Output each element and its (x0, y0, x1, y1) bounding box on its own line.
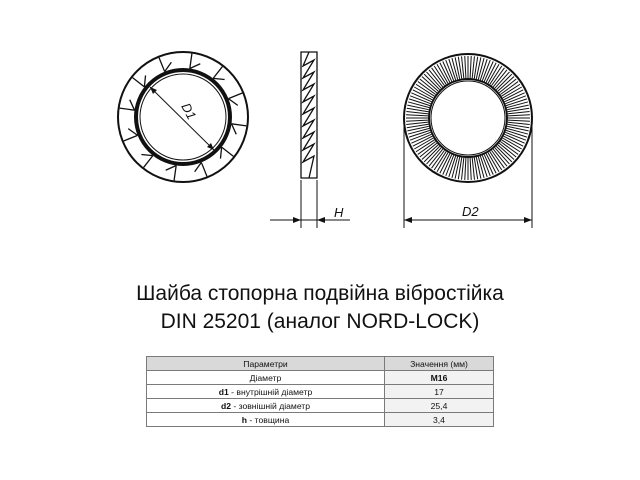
parameters-table (146, 356, 494, 427)
washer-teeth (120, 54, 247, 181)
table-row (147, 399, 494, 413)
param-cell (147, 371, 385, 385)
table-row (147, 385, 494, 399)
table-header-row (147, 357, 494, 371)
header-values: Значення (мм) (385, 357, 494, 371)
product-title-line2: DIN 25201 (аналог NORD-LOCK) (160, 310, 480, 333)
param-cell (147, 413, 385, 427)
value-cell: 25,4 (385, 399, 494, 413)
top-view (404, 54, 532, 228)
param-cell (147, 399, 385, 413)
serrations (406, 56, 530, 180)
front-view (118, 52, 248, 182)
value-cell: 17 (385, 385, 494, 399)
param-key: h (241, 414, 248, 425)
param-cell (147, 385, 385, 399)
side-view (270, 52, 350, 228)
value-cell: M16 (385, 371, 494, 385)
value-cell: 3,4 (385, 413, 494, 427)
product-title-line1: Шайба стопорна подвійна вібростійка (136, 282, 504, 305)
header-parameters: Параметри (147, 357, 385, 371)
d1-label: D1 (178, 100, 200, 123)
param-label: Діаметр (249, 372, 282, 383)
param-label: - внутрішній діаметр (228, 386, 313, 397)
param-label: - зовнішній діаметр (230, 400, 311, 411)
d2-label: D2 (462, 204, 479, 219)
table-row (147, 371, 494, 385)
table-row (147, 413, 494, 427)
d1-dimension-line (150, 87, 214, 150)
param-key: d2 (220, 400, 231, 411)
param-key: d1 (218, 386, 229, 397)
param-label: - товщина (247, 414, 290, 425)
h-label: H (334, 205, 344, 220)
